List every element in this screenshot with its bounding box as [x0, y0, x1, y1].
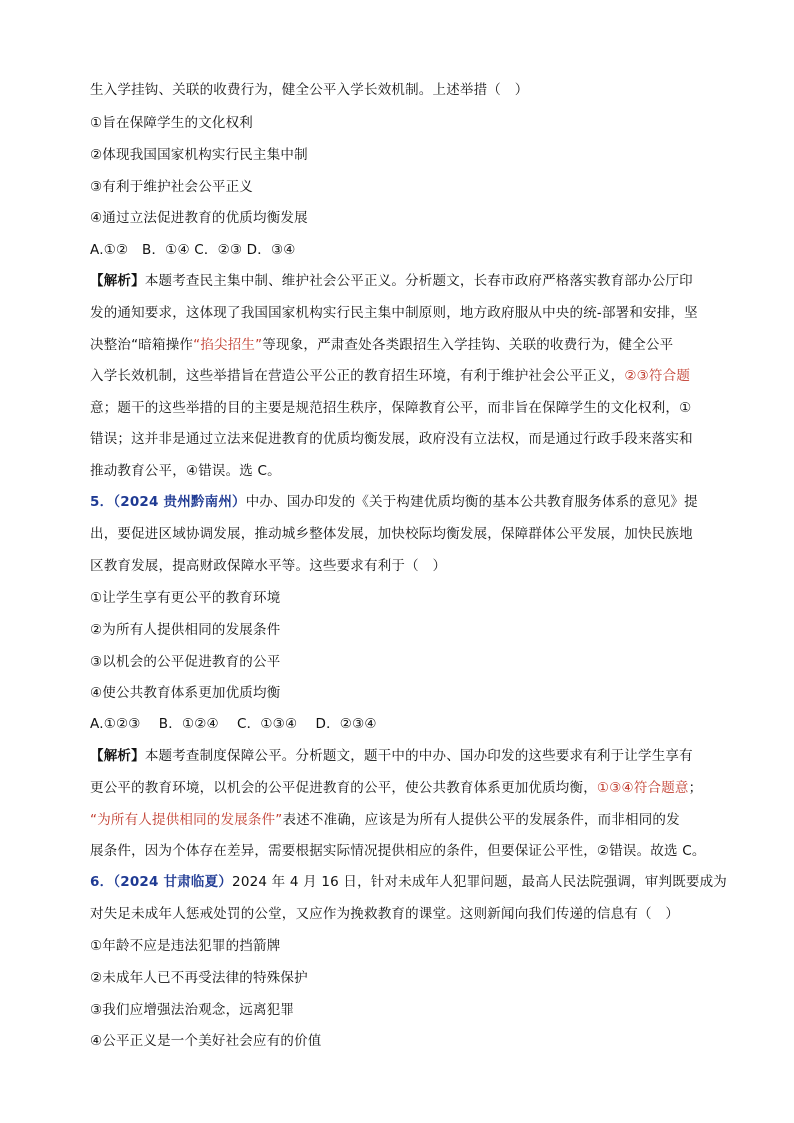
highlight-text: “掐尖招生”: [193, 337, 263, 353]
analysis-text: ；: [688, 780, 703, 796]
analysis-line: [90, 746, 693, 766]
question-number: 5．: [90, 494, 114, 510]
analysis-line: [90, 810, 680, 830]
analysis-tag: 【解析】: [90, 273, 145, 289]
analysis-line: 错误；这并非是通过立法来促进教育的优质均衡发展，政府没有立法权，而是通过行政手段来落实和: [90, 431, 693, 447]
analysis-text: 本题考查民主集中制、维护社会公平正义。分析题文，长春市政府严格落实教育部办公厅印: [144, 273, 693, 289]
question-stem-tail: 生入学挂钩、关联的收费行为，健全公平入学长效机制。上述举措（ ）: [90, 82, 529, 98]
option-1: ①让学生享有更公平的教育环境: [90, 590, 281, 606]
answer-choices: A.①②③ B．①②④ C．①③④ D．②③④: [90, 716, 377, 732]
option-2: ②为所有人提供相同的发展条件: [90, 622, 281, 638]
question-source: （2024 甘肃临夏）: [113, 874, 233, 890]
analysis-line: 展条件，因为个体存在差异，需要根据实际情况提供相应的条件，但要保证公平性，②错误。故选 C。: [90, 843, 706, 859]
question-text: 出，要促进区域协调发展，推动城乡整体发展，加快校际均衡发展，保障群体公平发展，加快民族地: [90, 526, 693, 542]
highlight-text: ②③符合题: [624, 368, 691, 384]
question-text: 对失足未成年人惩戒处罚的公堂，又应作为挽救教育的课堂。这则新闻向我们传递的信息有（ ）: [90, 906, 680, 922]
analysis-line: [90, 366, 690, 386]
analysis-text: 本题考查制度保障公平。分析题文，题干中的中办、国办印发的这些要求有利于让学生享有: [144, 748, 693, 764]
question-text: 区教育发展，提高财政保障水平等。这些要求有利于（ ）: [90, 558, 447, 574]
question-text: 中办、国办印发的《关于构建优质均衡的基本公共教育服务体系的意见》提: [245, 494, 698, 510]
highlight-text: “为所有人提供相同的发展条件”: [90, 812, 283, 828]
option-4: ④通过立法促进教育的优质均衡发展: [90, 210, 308, 226]
analysis-text: 决整治“暗箱操作: [90, 337, 194, 353]
analysis-line: 意；题干的这些举措的目的主要是规范招生秩序，保障教育公平，而非旨在保障学生的文化权利，①: [90, 400, 692, 416]
question-text: 2024 年 4 月 16 日，针对未成年人犯罪问题，最高人民法院强调，审判既要成为: [232, 874, 728, 890]
option-2: ②未成年人已不再受法律的特殊保护: [90, 970, 308, 986]
option-4: ④使公共教育体系更加优质均衡: [90, 685, 281, 701]
option-2: ②体现我国国家机构实行民主集中制: [90, 147, 308, 163]
option-1: ①年龄不应是违法犯罪的挡箭牌: [90, 938, 281, 954]
option-1: ①旨在保障学生的文化权利: [90, 115, 254, 131]
analysis-text: 更公平的教育环境，以机会的公平促进教育的公平，使公共教育体系更加优质均衡，: [90, 780, 597, 796]
option-3: ③以机会的公平促进教育的公平: [90, 654, 281, 670]
option-3: ③有利于维护社会公平正义: [90, 179, 254, 195]
question-6: [90, 872, 727, 892]
analysis-text: 等现象，严肃查处各类跟招生入学挂钩、关联的收费行为，健全公平: [262, 337, 674, 353]
question-source: （2024 贵州黔南州）: [113, 494, 246, 510]
analysis-tag: 【解析】: [90, 748, 145, 764]
option-3: ③我们应增强法治观念，远离犯罪: [90, 1002, 295, 1018]
analysis-line: 发的通知要求，这体现了我国国家机构实行民主集中制原则，地方政府服从中央的统-部署和安排，坚: [90, 305, 698, 321]
analysis-line: [90, 335, 673, 355]
highlight-text: ①③④符合题意: [596, 780, 689, 796]
analysis-line: [90, 778, 702, 798]
answer-choices: A.①② B．①④ C．②③ D．③④: [90, 242, 296, 258]
analysis-line: 推动教育公平，④错误。选 C。: [90, 463, 281, 479]
analysis-text: 表述不准确，应该是为所有人提供公平的发展条件，而非相同的发: [282, 812, 680, 828]
analysis-text: 入学长效机制，这些举措旨在营造公平公正的教育招生环境，有利于维护社会公平正义，: [90, 368, 625, 384]
option-4: ④公平正义是一个美好社会应有的价值: [90, 1033, 322, 1049]
question-5: [90, 492, 698, 512]
question-number: 6．: [90, 874, 114, 890]
analysis-line: [90, 271, 693, 291]
